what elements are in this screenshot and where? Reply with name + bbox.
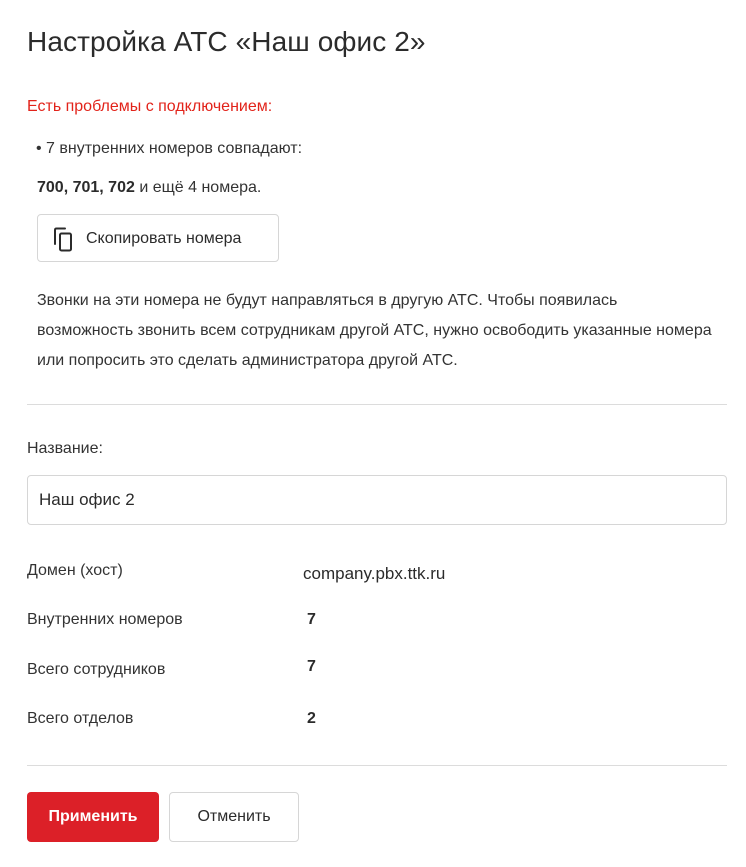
duplicate-numbers-list — [37, 179, 261, 197]
name-field-label: Название: — [27, 440, 103, 457]
actions-divider — [27, 765, 727, 766]
connection-error-heading: Есть проблемы с подключением: — [27, 98, 273, 115]
internal-numbers-label: Внутренних номеров — [27, 611, 183, 628]
copy-numbers-button[interactable] — [37, 214, 279, 262]
duplicate-numbers-description: Звонки на эти номера не будут направляться в другую АТС. Чтобы появилась возможность звонить всем сотрудникам другой АТС, нужно освободить указанные номера или попросить это сделать администратора другой АТС. — [37, 292, 712, 369]
total-departments-label: Всего отделов — [27, 710, 134, 727]
duplicate-numbers-bold: 700, 701, 702 — [37, 179, 135, 196]
section-divider — [27, 404, 727, 405]
internal-numbers-value: 7 — [307, 611, 316, 628]
cancel-button[interactable]: Отменить — [169, 792, 299, 842]
duplicate-numbers-rest: и ещё 4 номера. — [134, 179, 262, 196]
page-title: Настройка АТС «Наш офис 2» — [27, 26, 426, 57]
copy-numbers-label: Скопировать номера — [86, 230, 242, 247]
domain-label: Домен (хост) — [27, 562, 123, 579]
total-employees-label: Всего сотрудников — [27, 661, 166, 678]
apply-button[interactable]: Применить — [27, 792, 159, 842]
name-input[interactable] — [27, 475, 727, 525]
domain-value: company.pbx.ttk.ru — [303, 564, 446, 583]
total-employees-value: 7 — [307, 658, 316, 675]
copy-icon — [52, 227, 74, 253]
total-departments-value: 2 — [307, 710, 316, 727]
duplicate-numbers-bullet: • 7 внутренних номеров совпадают: — [36, 140, 303, 157]
